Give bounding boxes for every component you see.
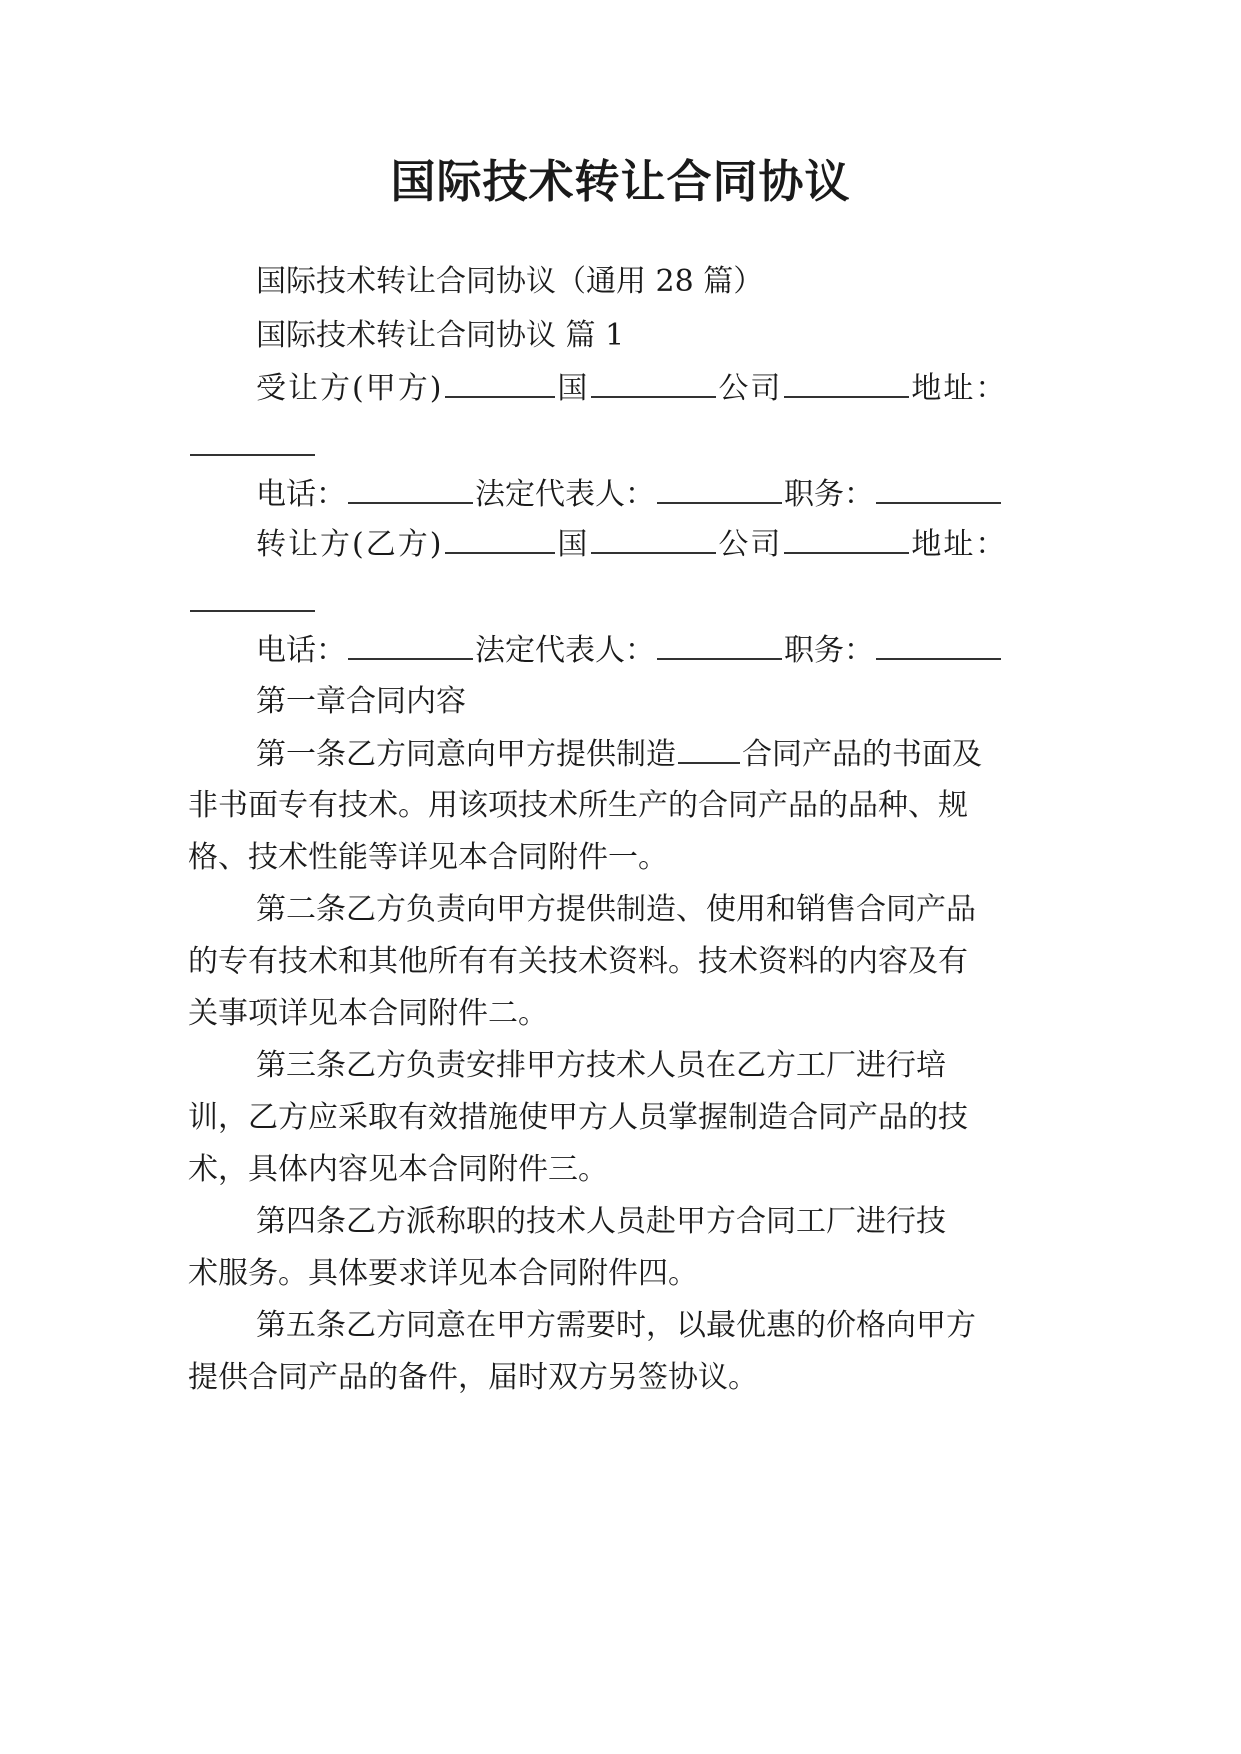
document-title: 国际技术转让合同协议 [390, 155, 851, 208]
article-1-product-blank[interactable] [678, 734, 740, 764]
chapter-heading: 第一章合同内容 [256, 684, 466, 719]
party-a-country-blank[interactable] [445, 368, 555, 398]
party-a-phone-field[interactable] [348, 474, 473, 504]
document-subtitle: 国际技术转让合同协议（通用 28 篇） [256, 264, 764, 299]
party-b-contact-line [256, 630, 1068, 671]
party-b-address-field[interactable] [190, 582, 315, 612]
party-b-country-label: 国 [557, 527, 590, 562]
party-b-position-field[interactable] [876, 630, 1001, 660]
party-b-position-label: 职务： [784, 633, 874, 668]
party-b-phone-field[interactable] [348, 630, 473, 660]
party-b-phone-label: 电话： [256, 633, 346, 668]
party-b-label: 转让方(乙方) [256, 527, 444, 562]
party-a-legal-rep-label: 法定代表人： [475, 477, 655, 512]
article-4-line-2: 术服务。具体要求详见本合同附件四。 [188, 1256, 698, 1291]
party-a-contact-line [256, 474, 1068, 515]
party-a-legal-rep-field[interactable] [657, 474, 782, 504]
party-b-legal-rep-field[interactable] [657, 630, 782, 660]
party-a-country-label: 国 [557, 371, 590, 406]
party-a-company-blank[interactable] [591, 368, 716, 398]
article-2-line-1: 第二条乙方负责向甲方提供制造、使用和销售合同产品 [256, 892, 976, 927]
party-a-phone-label: 电话： [256, 477, 346, 512]
article-3-line-3: 术，具体内容见本合同附件三。 [188, 1152, 608, 1187]
article-2-line-2: 的专有技术和其他所有有关技术资料。技术资料的内容及有 [188, 944, 968, 979]
party-b-address-blank[interactable] [784, 524, 909, 554]
party-b-address-label: 地址： [911, 527, 1008, 562]
article-2-line-3: 关事项详见本合同附件二。 [188, 996, 548, 1031]
party-b-country-blank[interactable] [445, 524, 555, 554]
party-a-label: 受让方(甲方) [256, 371, 444, 406]
section-heading: 国际技术转让合同协议 篇 1 [256, 318, 625, 353]
party-b-company-label: 公司 [718, 527, 783, 562]
article-5-line-2: 提供合同产品的备件，届时双方另签协议。 [188, 1360, 758, 1395]
party-b-legal-rep-label: 法定代表人： [475, 633, 655, 668]
article-5-line-1: 第五条乙方同意在甲方需要时，以最优惠的价格向甲方 [256, 1308, 976, 1343]
party-a-address-label: 地址： [911, 371, 1008, 406]
party-b-address-continued [188, 582, 1068, 623]
article-1-text-b: 合同产品的书面及 [742, 737, 982, 772]
article-3-line-1: 第三条乙方负责安排甲方技术人员在乙方工厂进行培 [256, 1048, 946, 1083]
article-1-line-1 [256, 734, 1068, 775]
party-a-address-field[interactable] [190, 426, 315, 456]
party-a-address-continued [188, 426, 1068, 467]
party-a-line [256, 368, 1068, 409]
party-a-position-label: 职务： [784, 477, 874, 512]
party-a-position-field[interactable] [876, 474, 1001, 504]
article-1-line-3: 格、技术性能等详见本合同附件一。 [188, 840, 668, 875]
article-4-line-1: 第四条乙方派称职的技术人员赴甲方合同工厂进行技 [256, 1204, 946, 1239]
party-b-line [256, 524, 1068, 565]
party-a-address-blank[interactable] [784, 368, 909, 398]
article-3-line-2: 训，乙方应采取有效措施使甲方人员掌握制造合同产品的技 [188, 1100, 968, 1135]
party-b-company-blank[interactable] [591, 524, 716, 554]
party-a-company-label: 公司 [718, 371, 783, 406]
article-1-line-2: 非书面专有技术。用该项技术所生产的合同产品的品种、规 [188, 788, 968, 823]
article-1-text-a: 第一条乙方同意向甲方提供制造 [256, 737, 676, 772]
